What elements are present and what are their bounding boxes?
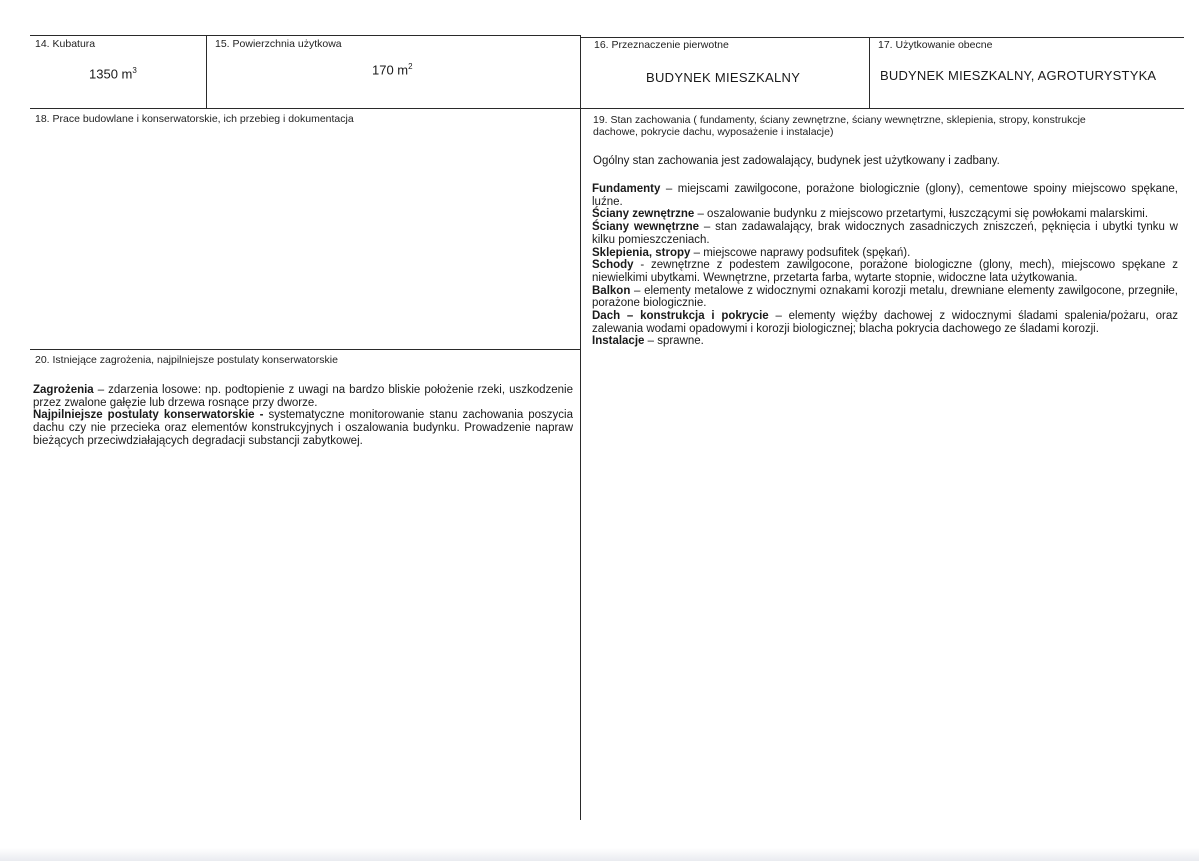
stan-zachowania-label-line2: dachowe, pokrycie dachu, wyposażenie i instalacje) [593,126,834,138]
condition-item-balkon [592,285,1178,310]
condition-item-sklepienia [592,247,1178,260]
divider-18-20 [30,349,580,350]
condition-item-text: – oszalowanie budynku z miejscowo przetartymi, łuszczącymi się powłokami malarskimi. [694,208,1149,221]
stan-zachowania-list [592,183,1178,348]
top-border-right [580,37,1184,38]
condition-item-head: Sklepienia, stropy [592,246,691,259]
postulaty-heading: Najpilniejsze postulaty konserwatorskie - [33,409,264,422]
powierzchnia-value [372,62,413,77]
condition-item-schody [592,259,1178,284]
condition-item-text: – miejscowe naprawy podsufitek (spękań). [690,246,911,259]
condition-item-head: Dach – konstrukcja i pokrycie [592,310,769,323]
condition-item-head: Instalacje [592,335,645,348]
kubatura-label: 14. Kubatura [35,38,96,50]
uzytkowanie-label: 17. Użytkowanie obecne [878,39,993,51]
powierzchnia-number: 170 m [372,62,409,78]
przeznaczenie-label: 16. Przeznaczenie pierwotne [594,39,729,51]
condition-item-head: Ściany zewnętrzne [592,208,695,221]
powierzchnia-unit-sup: 2 [408,62,413,71]
condition-item-head: Ściany wewnętrzne [592,221,700,234]
scan-bottom-edge [0,848,1199,861]
condition-item-dach [592,310,1178,335]
condition-item-text: – elementy więźby dachowej z widocznymi śladami spalenia/pożaru, oraz zalewania wodami opadowymi i korozji biologicznej; blacha pokrycia dachowego ze śladami korozji. [592,310,1178,335]
row1-bottom-border [30,108,1184,109]
postulaty-text: systematyczne monitorowanie stanu zachowania poszycia dachu czy nie przecieka oraz elementów konstrukcyjnych i oszalowania budynku. Prowadzenie napraw bieżących przeciwdziałających degradacji substancji zabytkowej. [33,409,573,447]
zagrozenia-section [33,384,573,448]
condition-item-head: Schody [592,259,634,272]
condition-item-head: Balkon [592,284,631,297]
kubatura-number: 1350 m [89,66,133,82]
powierzchnia-label: 15. Powierzchnia użytkowa [215,38,342,50]
condition-item-head: Fundamenty [592,183,661,195]
stan-zachowania-label-line1: 19. Stan zachowania ( fundamenty, ściany zewnętrzne, ściany wewnętrzne, sklepienia, stropy, konstrukcje [593,114,1086,126]
condition-item-sciany-zewnetrzne [592,208,1178,221]
uzytkowanie-value: BUDYNEK MIESZKALNY, AGROTURYSTYKA [880,68,1157,83]
zagrozenia-paragraph [33,384,573,409]
kubatura-value [89,66,137,81]
top-border-left [30,35,580,36]
divider-16-17 [869,37,870,108]
kubatura-unit-sup: 3 [132,66,137,75]
zagrozenia-heading: Zagrożenia [33,384,94,396]
condition-item-text: – sprawne. [644,335,704,348]
condition-item-text: - zewnętrzne z podestem zawilgocone, porażone biologiczne (glony, mech), miejscowo spękane z niewielkimi ubytkami. Wewnętrzne, przetarta farba, wytarte stopnie, widoczne lata użytkowania. [592,259,1178,284]
condition-item-fundamenty [592,183,1178,208]
condition-item-text: – elementy metalowe z widocznymi oznakami korozji metalu, drewniane elementy zawilgocone, przegniłe, porażone biologicznie. [592,284,1178,310]
condition-item-instalacje [592,335,1178,348]
stan-zachowania-intro: Ogólny stan zachowania jest zadowalający, budynek jest użytkowany i zadbany. [593,155,1000,167]
center-divider [580,35,581,820]
przeznaczenie-value: BUDYNEK MIESZKALNY [646,70,801,85]
condition-item-sciany-wewnetrzne [592,221,1178,246]
postulaty-paragraph [33,409,573,447]
prace-budowlane-label: 18. Prace budowlane i konserwatorskie, ich przebieg i dokumentacja [35,113,354,125]
divider-14-15 [206,35,207,108]
condition-item-text: – stan zadawalający, brak widocznych zasadniczych zniszczeń, pęknięcia i ubytki tynku w kilku pomieszczeniach. [592,221,1178,246]
condition-item-text: – miejscami zawilgocone, porażone biologicznie (glony), cementowe spoiny miejscowo spękane, luźne. [592,183,1178,208]
zagrozenia-text: – zdarzenia losowe: np. podtopienie z uwagi na bardzo bliskie położenie rzeki, uszkodzenie przez zwalone gałęzie lub drzewa rosnące przy dworze. [33,384,573,409]
zagrozenia-label: 20. Istniejące zagrożenia, najpilniejsze postulaty konserwatorskie [35,354,338,366]
